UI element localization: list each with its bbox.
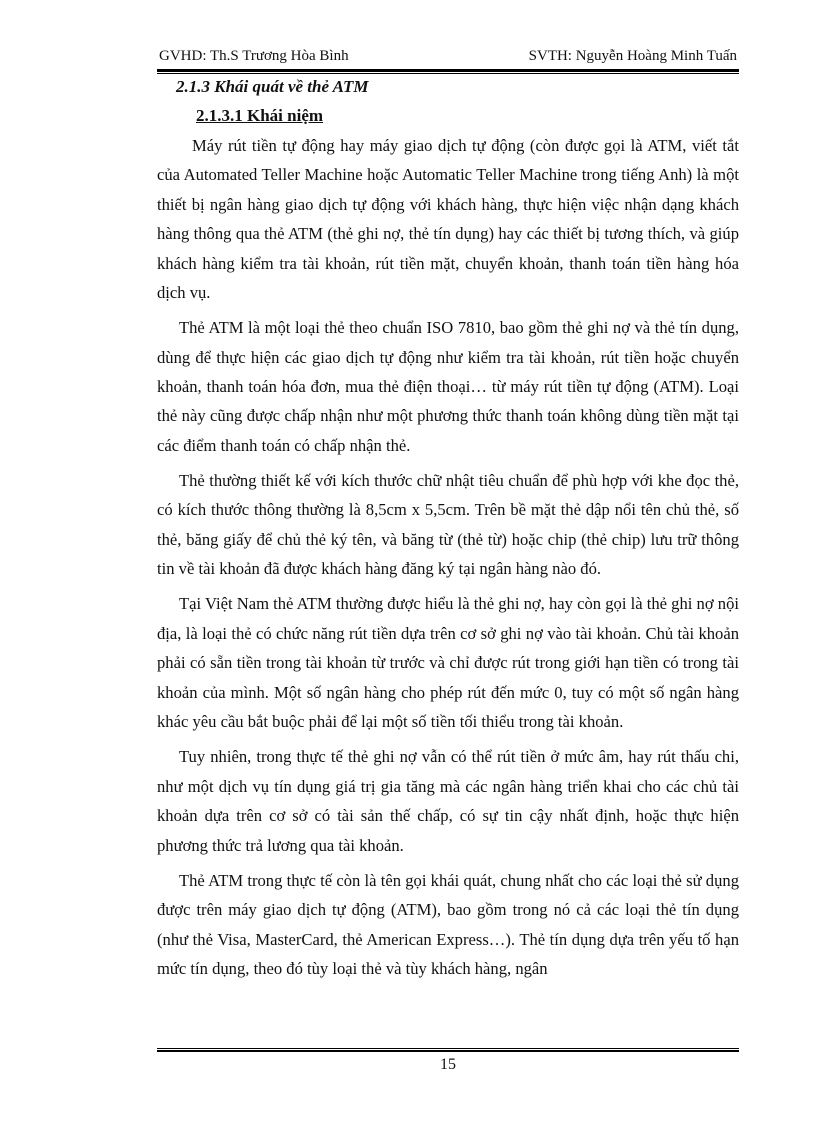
section-title: 2.1.3 Khái quát về thẻ ATM — [176, 77, 369, 96]
page-content — [157, 73, 739, 989]
paragraph-5: Tuy nhiên, trong thực tế thẻ ghi nợ vẫn có thể rút tiền ở mức âm, hay rút thấu chi, như một dịch vụ tín dụng giá trị gia tăng mà các ngân hàng triển khai cho các chủ tài khoản dựa trên cơ sở có tài sản thế chấp, có sự tin cậy nhất định, hoặc thực hiện phương thức trả lương qua tài khoản. — [157, 747, 739, 855]
page-number: 15 — [440, 1056, 456, 1073]
paragraph-2: Thẻ ATM là một loại thẻ theo chuẩn ISO 7810, bao gồm thẻ ghi nợ và thẻ tín dụng, dùng để thực hiện các giao dịch tự động như kiểm tra tài khoản, rút tiền hoặc chuyển khoản, thanh toán hóa đơn, mua thẻ điện thoại… từ máy rút tiền tự động (ATM). Loại thẻ này cũng được chấp nhận như một phương thức thanh toán không dùng tiền mặt tại các điểm thanh toán có chấp nhận thẻ. — [157, 318, 739, 455]
paragraph-1: Máy rút tiền tự động hay máy giao dịch tự động (còn được gọi là ATM, viết tắt của Automated Teller Machine hoặc Automatic Teller Machine trong tiếng Anh) là một thiết bị ngân hàng giao dịch tự động với khách hàng, thực hiện việc nhận dạng khách hàng thông qua thẻ ATM (thẻ ghi nợ, thẻ tín dụng) hay các thiết bị tương thích, và giúp khách hàng kiểm tra tài khoản, rút tiền mặt, chuyển khoản, thanh toán tiền hàng hóa dịch vụ. — [157, 136, 739, 303]
subsection-title: 2.1.3.1 Khái niệm — [196, 106, 324, 125]
paragraph-3: Thẻ thường thiết kế với kích thước chữ nhật tiêu chuẩn để phù hợp với khe đọc thẻ, có kích thước thông thường là 8,5cm x 5,5cm. Trên bề mặt thẻ dập nổi tên chủ thẻ, số thẻ, băng giấy để chủ thẻ ký tên, và băng từ (thẻ từ) hoặc chip (thẻ chip) lưu trữ thông tin về tài khoản đã được khách hàng đăng ký tại ngân hàng nào đó. — [157, 471, 739, 579]
paragraph-6: Thẻ ATM trong thực tế còn là tên gọi khái quát, chung nhất cho các loại thẻ sử dụng được trên máy giao dịch tự động (ATM), bao gồm trong nó cả các loại thẻ tín dụng (như thẻ Visa, MasterCard, thẻ American Express…). Thẻ tín dụng dựa trên yếu tố hạn mức tín dụng, theo đó tùy loại thẻ và tùy khách hàng, ngân — [157, 870, 739, 978]
header-advisor: GVHD: Th.S Trương Hòa Bình — [159, 48, 349, 64]
paragraph-4: Tại Việt Nam thẻ ATM thường được hiểu là thẻ ghi nợ, hay còn gọi là thẻ ghi nợ nội địa, là loại thẻ có chức năng rút tiền dựa trên cơ sở ghi nợ vào tài khoản. Chủ tài khoản phải có sẵn tiền trong tài khoản từ trước và chỉ được rút trong giới hạn tiền có trong tài khoản của mình. Một số ngân hàng cho phép rút đến mức 0, tuy có một số ngân hàng khác yêu cầu bắt buộc phải để lại một số tiền tối thiểu trong tài khoản. — [157, 594, 739, 732]
footer-rule — [157, 1048, 739, 1052]
page-header — [157, 46, 739, 72]
header-student: SVTH: Nguyễn Hoàng Minh Tuấn — [528, 48, 737, 64]
header-rule — [157, 69, 739, 72]
